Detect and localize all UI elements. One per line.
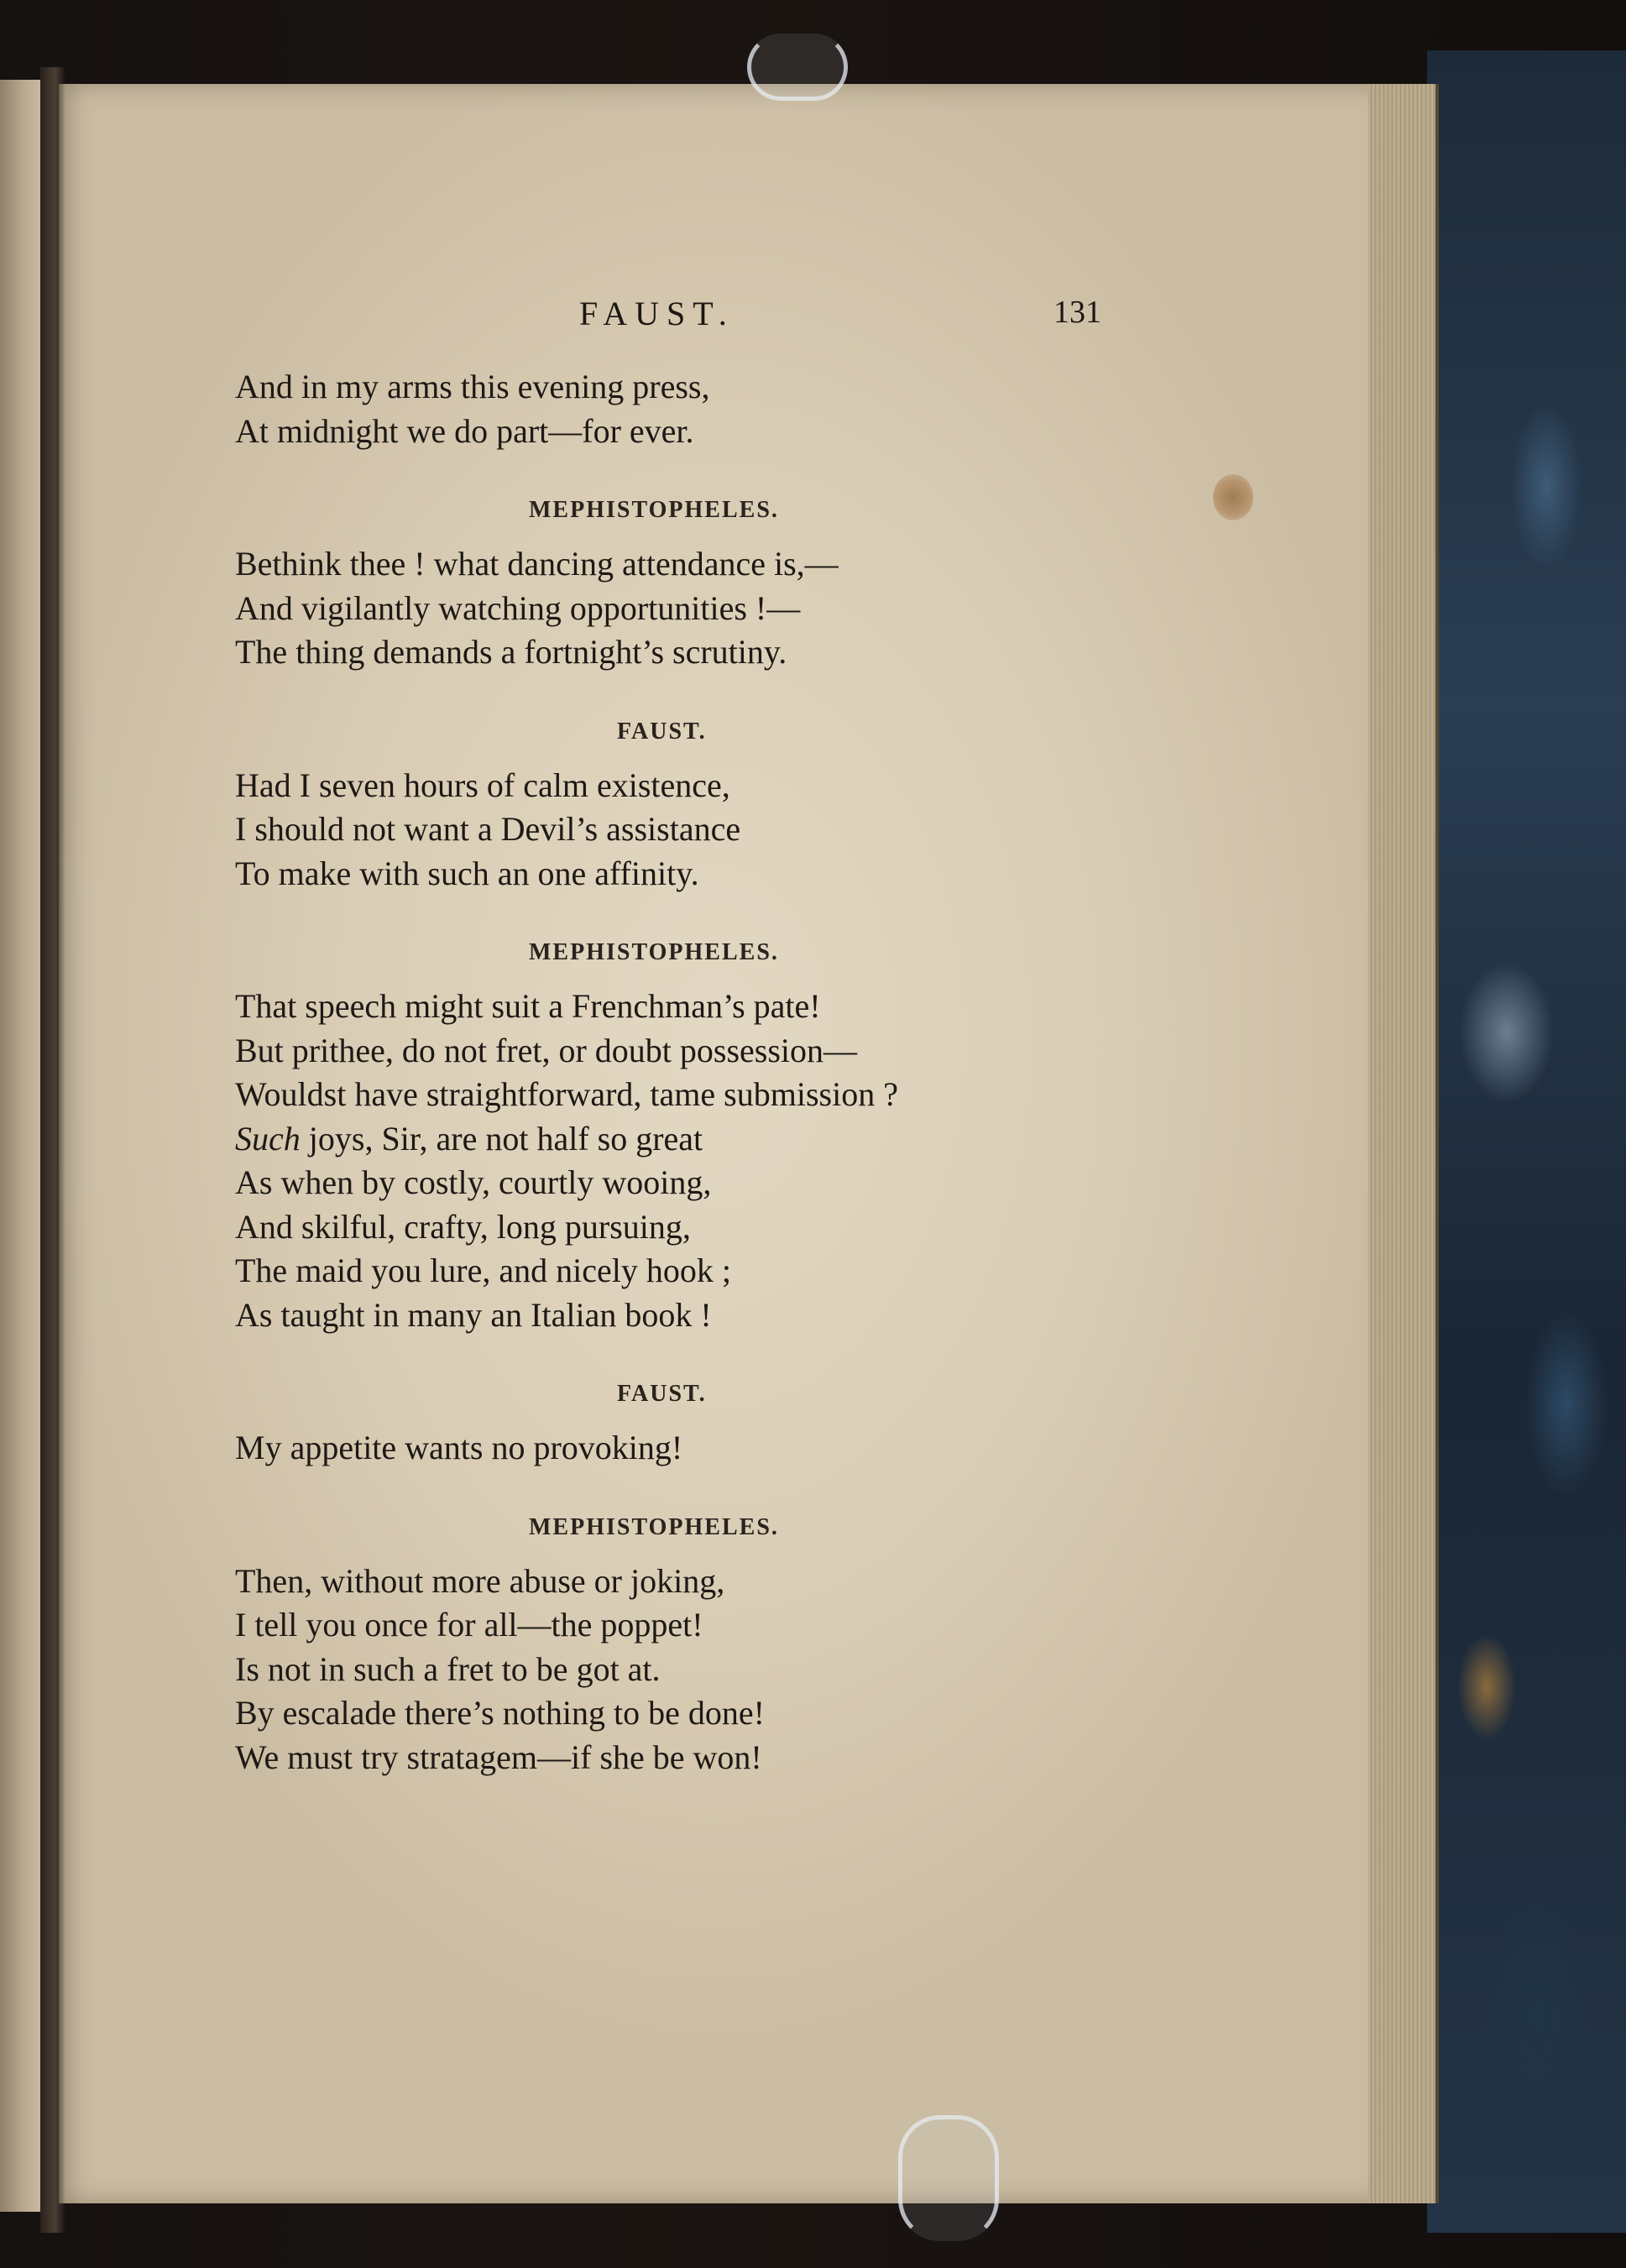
verse-line: But prithee, do not fret, or doubt possession—: [235, 1031, 858, 1069]
speaker-heading: MEPHISTOPHELES.: [529, 1513, 779, 1540]
verse-line: We must try stratagem—if she be won!: [235, 1738, 762, 1776]
verse-block: [235, 719, 1242, 896]
verse-line: I should not want a Devil’s assistance: [235, 810, 741, 848]
verse-block: [235, 365, 1242, 453]
verse-line: Bethink thee ! what dancing attendance is,—: [235, 545, 839, 583]
verse-line: And in my arms this evening press,: [235, 368, 710, 405]
verse-block: [235, 1381, 1242, 1471]
verse-line: Had I seven hours of calm existence,: [235, 766, 730, 804]
verse-line: Is not in such a fret to be got at.: [235, 1649, 661, 1688]
speaker-heading: MEPHISTOPHELES.: [529, 939, 779, 965]
verse-line: And vigilantly watching opportunities !—: [235, 588, 801, 627]
running-head: FAUST.: [579, 295, 735, 332]
speaker-heading: MEPHISTOPHELES.: [529, 497, 779, 523]
verse-text: [235, 365, 1242, 1779]
verse-line: Then, without more abuse or joking,: [235, 1561, 725, 1600]
page-clip-bottom: [898, 2115, 999, 2241]
italic-word: Such: [235, 1119, 301, 1158]
verse-line: And skilful, crafty, long pursuing,: [235, 1207, 691, 1246]
page-stack-edge: [1368, 84, 1439, 2203]
speaker-heading: FAUST.: [617, 1381, 707, 1407]
verse-line: [235, 1117, 1242, 1162]
verse-line: The thing demands a fortnight’s scrutiny.: [235, 633, 787, 671]
line-remainder: joys, Sir, are not half so great: [300, 1119, 703, 1158]
verse-line: As when by costly, courtly wooing,: [235, 1163, 712, 1201]
marbled-endpaper: [1427, 50, 1626, 2233]
page-clip-top: [747, 34, 848, 101]
verse-line: My appetite wants no provoking!: [235, 1429, 683, 1466]
verse-block: [235, 497, 1242, 675]
verse-block: [235, 1514, 1242, 1780]
verse-line: To make with such an one affinity.: [235, 854, 699, 892]
speaker-heading: FAUST.: [617, 718, 707, 745]
verse-line: At midnight we do part—for ever.: [235, 411, 694, 450]
gutter-shadow: [40, 67, 65, 2233]
page-number: 131: [1054, 295, 1101, 330]
verse-line: As taught in many an Italian book !: [235, 1295, 712, 1334]
verse-line: That speech might suit a Frenchman’s pate!: [235, 987, 821, 1025]
verse-line: By escalade there’s nothing to be done!: [235, 1694, 765, 1732]
verse-line: The maid you lure, and nicely hook ;: [235, 1252, 731, 1289]
verse-line: Wouldst have straightforward, tame submission ?: [235, 1075, 898, 1113]
verse-block: [235, 939, 1242, 1337]
verse-line: I tell you once for all—the poppet!: [235, 1606, 703, 1644]
